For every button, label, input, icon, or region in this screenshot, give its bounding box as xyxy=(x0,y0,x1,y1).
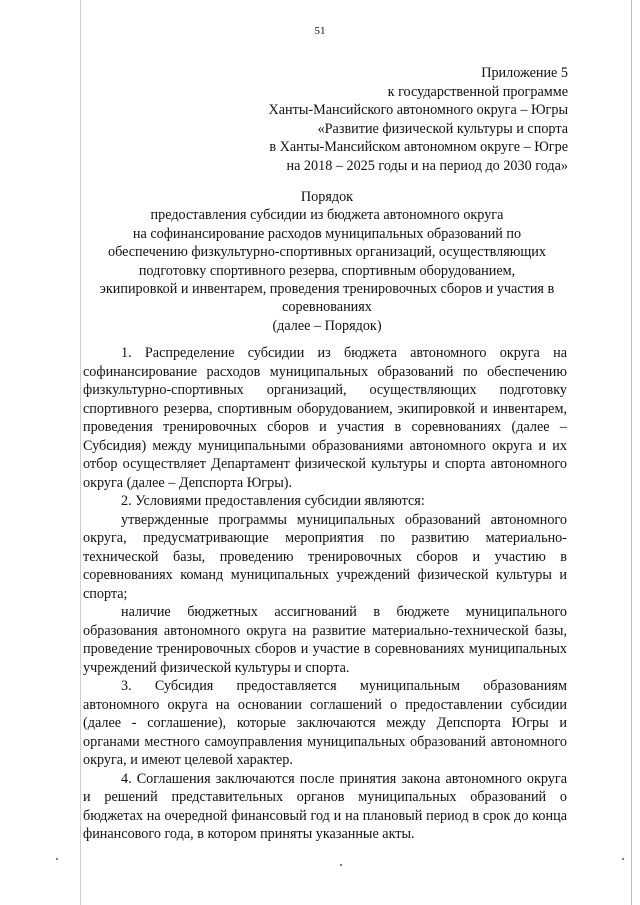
paragraph-2-item-2: наличие бюджетных ассигнований в бюджете муниципального образования автономного округа на развитие материально-технической базы, проведение тренировочных сборов и участие в соревнованиях муниципальных учреждений физической культуры и спорта. xyxy=(83,604,567,676)
title-line: на софинансирование расходов муниципальных образований по xyxy=(132,225,522,242)
scan-speck xyxy=(56,858,58,860)
document-body xyxy=(83,344,567,844)
appendix-line: Приложение 5 xyxy=(481,65,568,81)
title-line: подготовку спортивного резерва, спортивным оборудованием, xyxy=(138,262,516,279)
title-heading: Порядок xyxy=(300,189,354,205)
paragraph-3: 3. Субсидия предоставляется муниципальным образованиям автономного округа на основании соглашений о предоставлении субсидии (далее - соглашение), которые заключаются между Депспорта Югры и органами местного самоуправления муниципальных образований автономного округа, и имеют целевой характер. xyxy=(83,678,567,768)
appendix-line: «Развитие физической культуры и спорта xyxy=(317,120,568,137)
appendix-header xyxy=(268,64,568,176)
appendix-line: Ханты-Мансийского автономного округа – Югры xyxy=(268,102,568,119)
appendix-line: в Ханты-Мансийском автономном округе – Югре xyxy=(269,139,568,156)
title-line: экипировкой и инвентарем, проведения тренировочных сборов и участия в xyxy=(99,281,555,298)
page-number: 51 xyxy=(314,25,326,37)
paragraph-1: 1. Распределение субсидии из бюджета автономного округа на софинансирование расходов муниципальных образований по обеспечению физкультурно-спортивных организаций, осуществляющих подготовку спортивного резерва, спортивным оборудованием, экипировкой и инвентарем, проведения тренировочных сборов и участия в соревнованиях (далее – Субсидия) между муниципальными образованиями автономного округа и их отбор осуществляет Департамент физической культуры и спорта автономного округа (далее – Депспорта Югры). xyxy=(83,345,567,491)
appendix-line: к государственной программе xyxy=(387,83,568,100)
paragraph-4: 4. Соглашения заключаются после принятия закона автономного округа и решений представительных органов муниципальных образований о бюджетах на очередной финансовый год и на плановый период в срок до конца финансового года, в котором приняты указанные акты. xyxy=(83,770,567,842)
title-line: обеспечению физкультурно-спортивных организаций, осуществляющих xyxy=(107,244,546,261)
appendix-line: на 2018 – 2025 годы и на период до 2030 года» xyxy=(286,157,568,174)
paragraph-2-item-1: утвержденные программы муниципальных образований автономного округа, предусматривающие мероприятия по развитию материально-технической базы, проведению тренировочных сборов и участию в соревнованиях команд муниципальных учреждений физической культуры и спорта; xyxy=(83,511,567,602)
scan-speck xyxy=(622,858,624,860)
title-line: (далее – Порядок) xyxy=(272,317,382,334)
paragraph-2: 2. Условиями предоставления субсидии являются: xyxy=(121,493,425,509)
title-line: соревнованиях xyxy=(282,299,372,316)
scan-margin-line-right xyxy=(631,0,632,905)
scan-margin-line-left xyxy=(80,0,81,905)
document-title xyxy=(82,188,572,335)
title-line: предоставления субсидии из бюджета автономного округа xyxy=(150,207,504,224)
scan-speck xyxy=(340,864,342,866)
